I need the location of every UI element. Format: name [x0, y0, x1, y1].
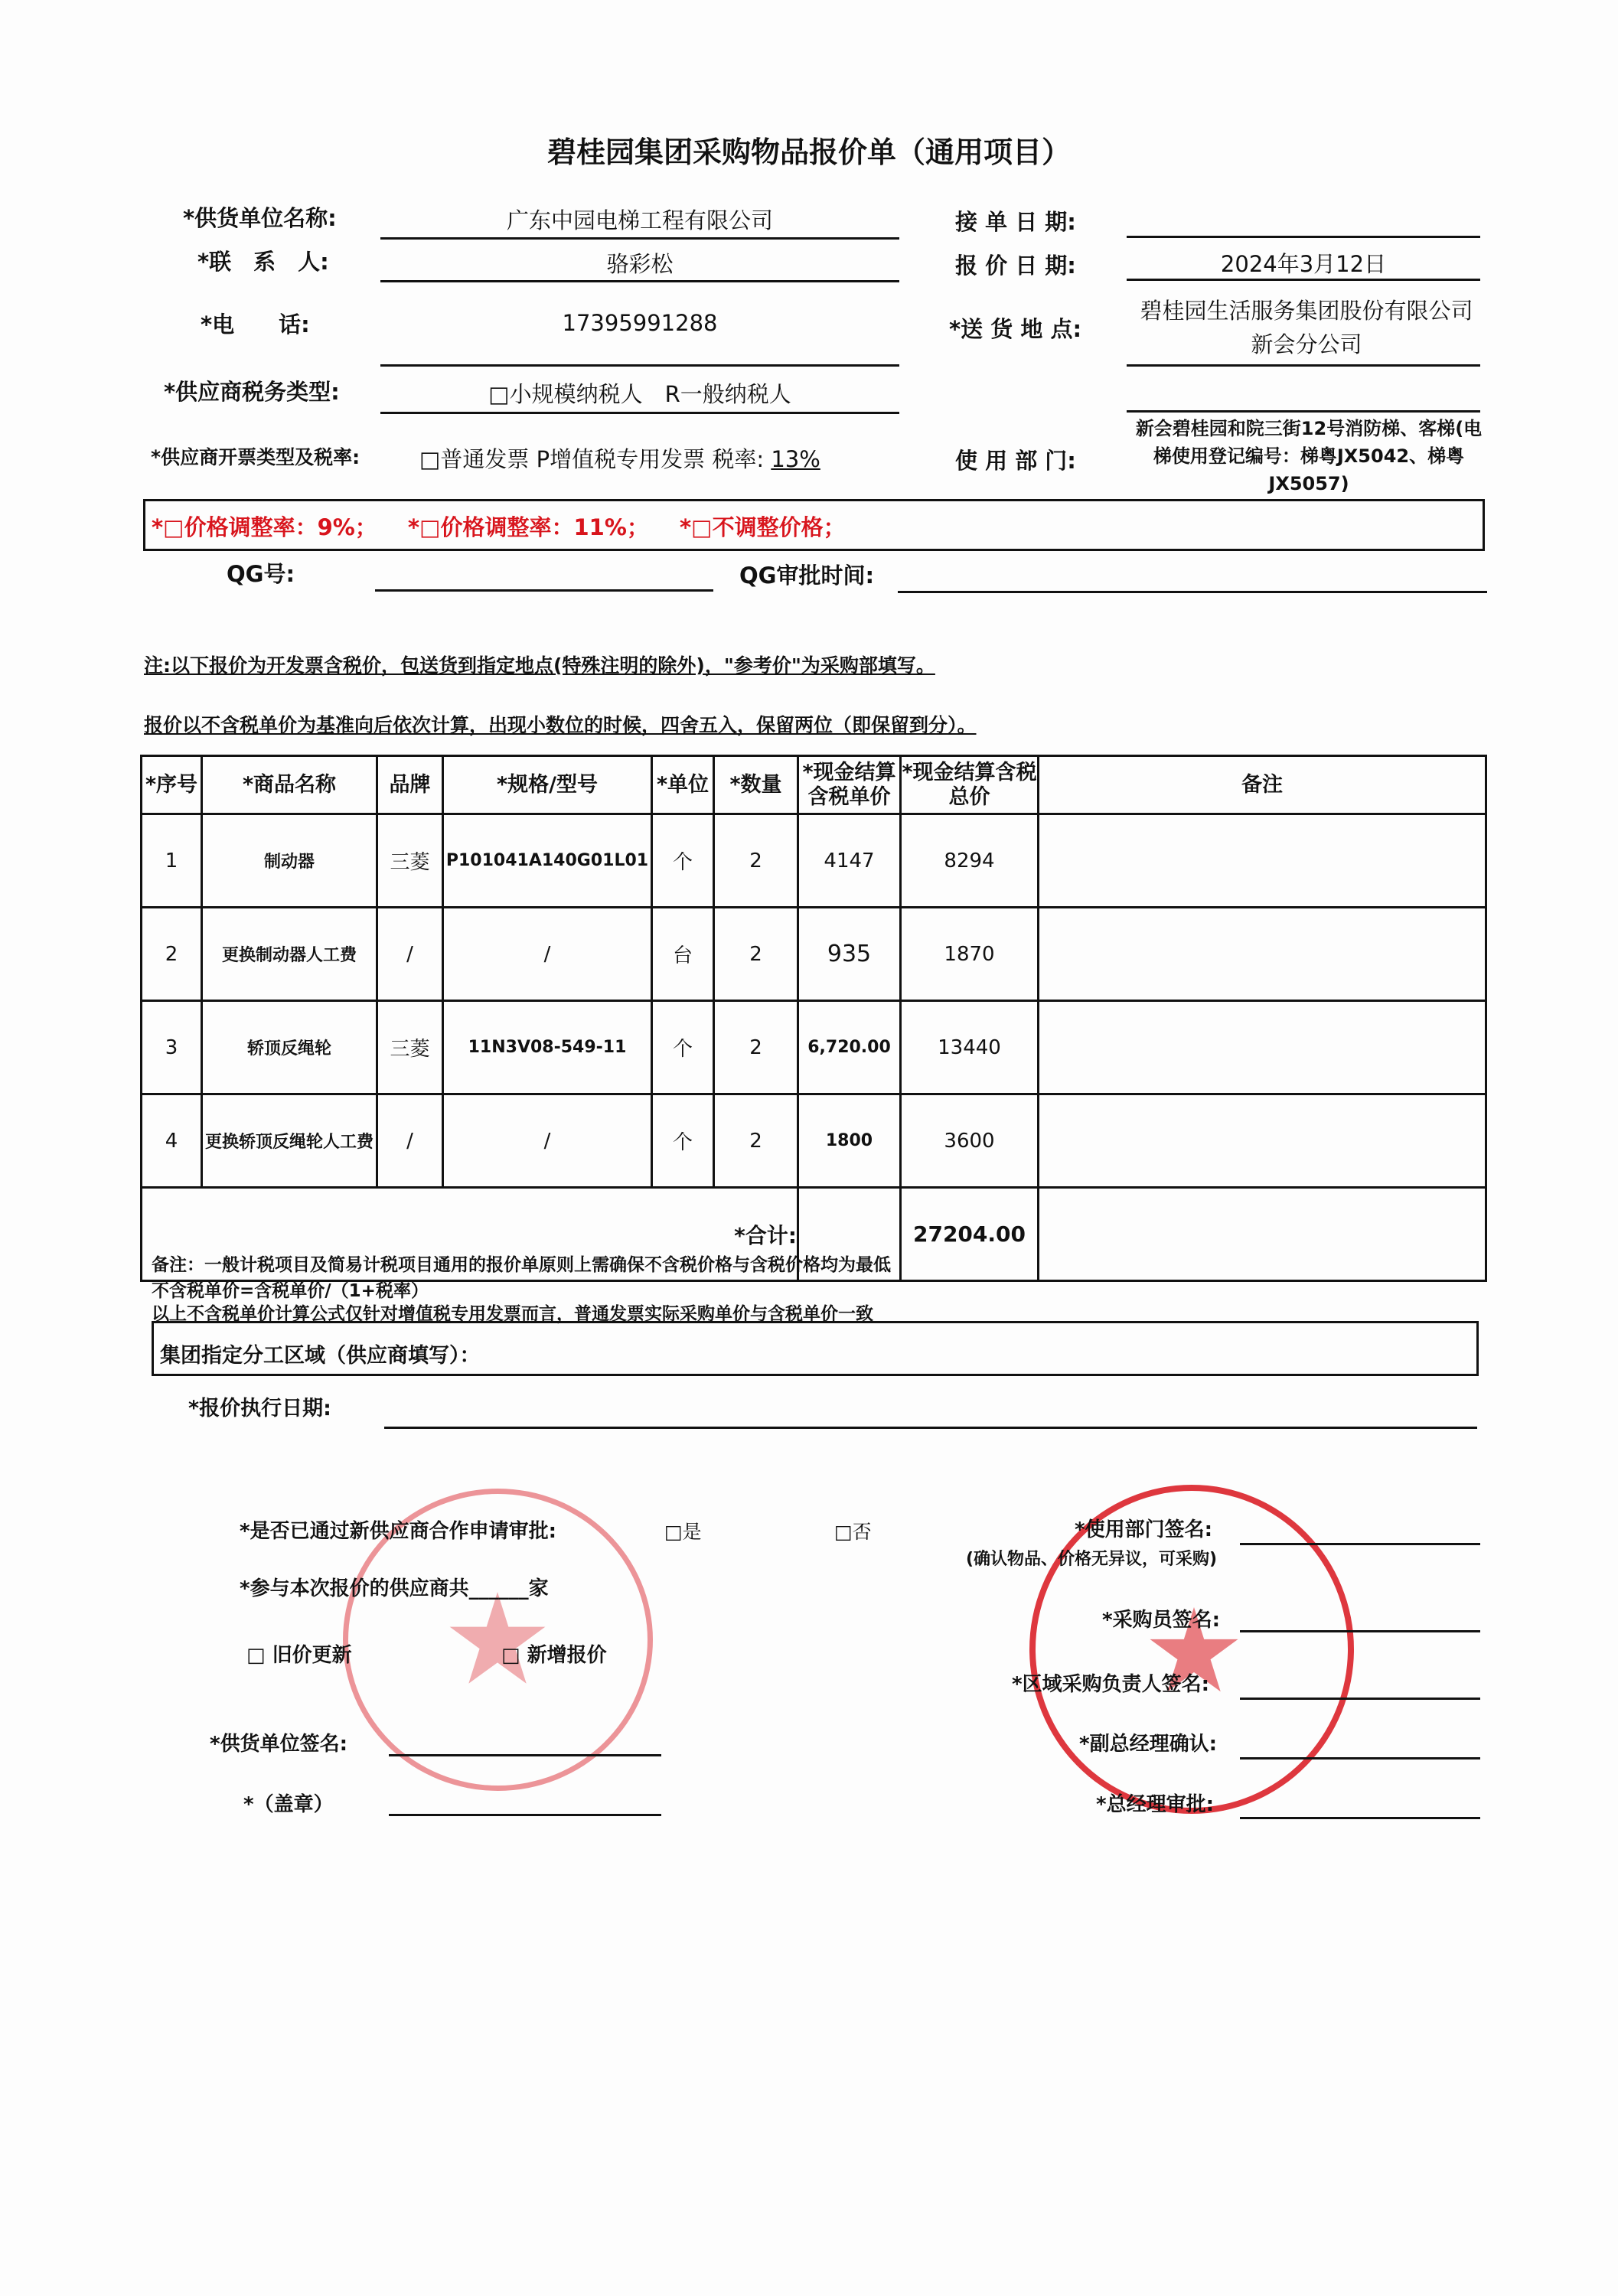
col-header: *序号 [142, 756, 202, 814]
cell: 个 [652, 1001, 714, 1094]
cell: 3600 [901, 1094, 1039, 1188]
area-label: 集团指定分工区域（供应商填写）： [160, 1344, 481, 1368]
buyer-sign-label: *采购员签名: [1102, 1609, 1220, 1632]
cell: 三菱 [377, 814, 443, 908]
dept-sign-label: *使用部门签名: [1075, 1518, 1212, 1541]
region-sign-label: *区域采购负责人签名: [1012, 1673, 1209, 1696]
col-header: 备注 [1039, 756, 1486, 814]
qg-time-label: QG审批时间: [739, 563, 875, 589]
col-header: 品牌 [377, 756, 443, 814]
cell: 6,720.00 [798, 1001, 901, 1094]
cell: 2 [714, 814, 798, 908]
receive-date-label: 接 单 日 期: [955, 209, 1076, 235]
qg-no-label: QG号: [227, 561, 295, 587]
supplier-count: *参与本次报价的供应商共______家 [240, 1577, 549, 1600]
cell: 1870 [901, 908, 1039, 1001]
yes-checkbox[interactable]: □是 [664, 1521, 702, 1543]
cell: 4147 [798, 814, 901, 908]
cell: 1800 [798, 1094, 901, 1188]
old-price-checkbox[interactable]: □ 旧价更新 [246, 1644, 352, 1667]
cell: 935 [798, 908, 901, 1001]
cell: 2 [714, 908, 798, 1001]
cell: 3 [142, 1001, 202, 1094]
new-price-checkbox[interactable]: □ 新增报价 [501, 1644, 607, 1667]
cell: 更换轿顶反绳轮人工费 [202, 1094, 377, 1188]
supplier-name-value: 广东中园电梯工程有限公司 [506, 207, 773, 233]
cell [1039, 1094, 1486, 1188]
col-header: *规格/型号 [443, 756, 652, 814]
tax-type-value: □小规模纳税人 R一般纳税人 [488, 381, 791, 407]
cell: 制动器 [202, 814, 377, 908]
cell: / [377, 908, 443, 1001]
table-header [142, 756, 1486, 814]
note-2: 报价以不含税单价为基准向后依次计算，出现小数位的时候，四舍五入，保留两位（即保留到分）。 [144, 714, 977, 736]
cell: / [377, 1094, 443, 1188]
cell: 1 [142, 814, 202, 908]
invoice-label: *供应商开票类型及税率: [151, 446, 360, 468]
supplier-name-label: *供货单位名称: [183, 205, 337, 231]
cell [1039, 1188, 1486, 1281]
area-box[interactable] [152, 1321, 1479, 1376]
cell [1039, 814, 1486, 908]
dept-label: 使 用 部 门: [955, 448, 1076, 474]
table-row [142, 908, 1486, 1001]
quote-table [140, 755, 1487, 1282]
cell [1039, 908, 1486, 1001]
phone-value: 17395991288 [562, 310, 718, 336]
total-label: *合计: [142, 1188, 798, 1281]
remark-3: 以上不含税单价计算公式仅针对增值税专用发票而言，普通发票实际采购单价与含税单价一致 [152, 1304, 873, 1324]
contact-label: *联 系 人: [197, 249, 329, 275]
cell: 台 [652, 908, 714, 1001]
cell: 2 [714, 1094, 798, 1188]
approval-question: *是否已通过新供应商合作申请审批: [240, 1520, 556, 1543]
col-header: *单位 [652, 756, 714, 814]
col-header: *现金结算含税总价 [901, 756, 1039, 814]
cell: 11N3V08-549-11 [443, 1001, 652, 1094]
cell: P101041A140G01L01 [443, 814, 652, 908]
supplier-sign-label: *供货单位签名: [210, 1733, 347, 1756]
col-header: *数量 [714, 756, 798, 814]
col-header: *商品名称 [202, 756, 377, 814]
table-row [142, 1001, 1486, 1094]
cell: / [443, 908, 652, 1001]
quote-date-label: 报 价 日 期: [955, 253, 1076, 279]
cell: 个 [652, 1094, 714, 1188]
cell: 8294 [901, 814, 1039, 908]
exec-date-label: *报价执行日期: [188, 1397, 331, 1420]
remark-2: 不含税单价=含税单价/（1+税率） [152, 1281, 429, 1301]
tax-type-label: *供应商税务类型: [164, 379, 340, 405]
dept-value: 新会碧桂园和院三街12号消防梯、客梯(电梯使用登记编号：梯粤JX5042、梯粤JX5057) [1135, 418, 1483, 494]
price-adjust-9[interactable]: *□价格调整率：9%； [152, 514, 377, 540]
col-header: *现金结算含税单价 [798, 756, 901, 814]
note-1: 注:以下报价为开发票含税价，包送货到指定地点(特殊注明的除外)，"参考价"为采购部填写。 [144, 654, 935, 677]
cell [1039, 1001, 1486, 1094]
phone-label: *电 话: [201, 311, 310, 338]
gm-sign-label: *总经理审批: [1096, 1793, 1214, 1816]
tax-rate-value: 13% [771, 446, 820, 472]
cell: 2 [714, 1001, 798, 1094]
cell: 轿顶反绳轮 [202, 1001, 377, 1094]
cell: 更换制动器人工费 [202, 908, 377, 1001]
price-adjust-11[interactable]: *□价格调整率：11%； [407, 514, 649, 540]
seal-label: *（盖章） [243, 1793, 334, 1816]
contact-value: 骆彩松 [606, 251, 674, 277]
vgm-sign-label: *副总经理确认: [1079, 1733, 1217, 1756]
price-no-adjust[interactable]: *□不调整价格； [680, 514, 846, 540]
cell: 4 [142, 1094, 202, 1188]
delivery-label: *送 货 地 点: [949, 316, 1082, 342]
price-adjust-box [143, 499, 1485, 551]
cell: 13440 [901, 1001, 1039, 1094]
table-row [142, 1094, 1486, 1188]
table-row [142, 814, 1486, 908]
page-title: 碧桂园集团采购物品报价单（通用项目） [546, 135, 1071, 169]
no-checkbox[interactable]: □否 [834, 1521, 872, 1543]
cell: 2 [142, 908, 202, 1001]
delivery-value: 碧桂园生活服务集团股份有限公司新会分公司 [1140, 298, 1473, 357]
quote-date-value: 2024年3月12日 [1220, 251, 1387, 277]
remark-1: 备注：一般计税项目及简易计税项目通用的报价单原则上需确保不含税价格与含税价格均为最低 [152, 1255, 891, 1275]
total-value: 27204.00 [901, 1188, 1039, 1281]
cell: 三菱 [377, 1001, 443, 1094]
invoice-value: □普通发票 P增值税专用发票 税率: [419, 446, 765, 472]
cell: / [443, 1094, 652, 1188]
dept-sign-note: (确认物品、价格无异议，可采购) [966, 1550, 1218, 1569]
cell: 个 [652, 814, 714, 908]
